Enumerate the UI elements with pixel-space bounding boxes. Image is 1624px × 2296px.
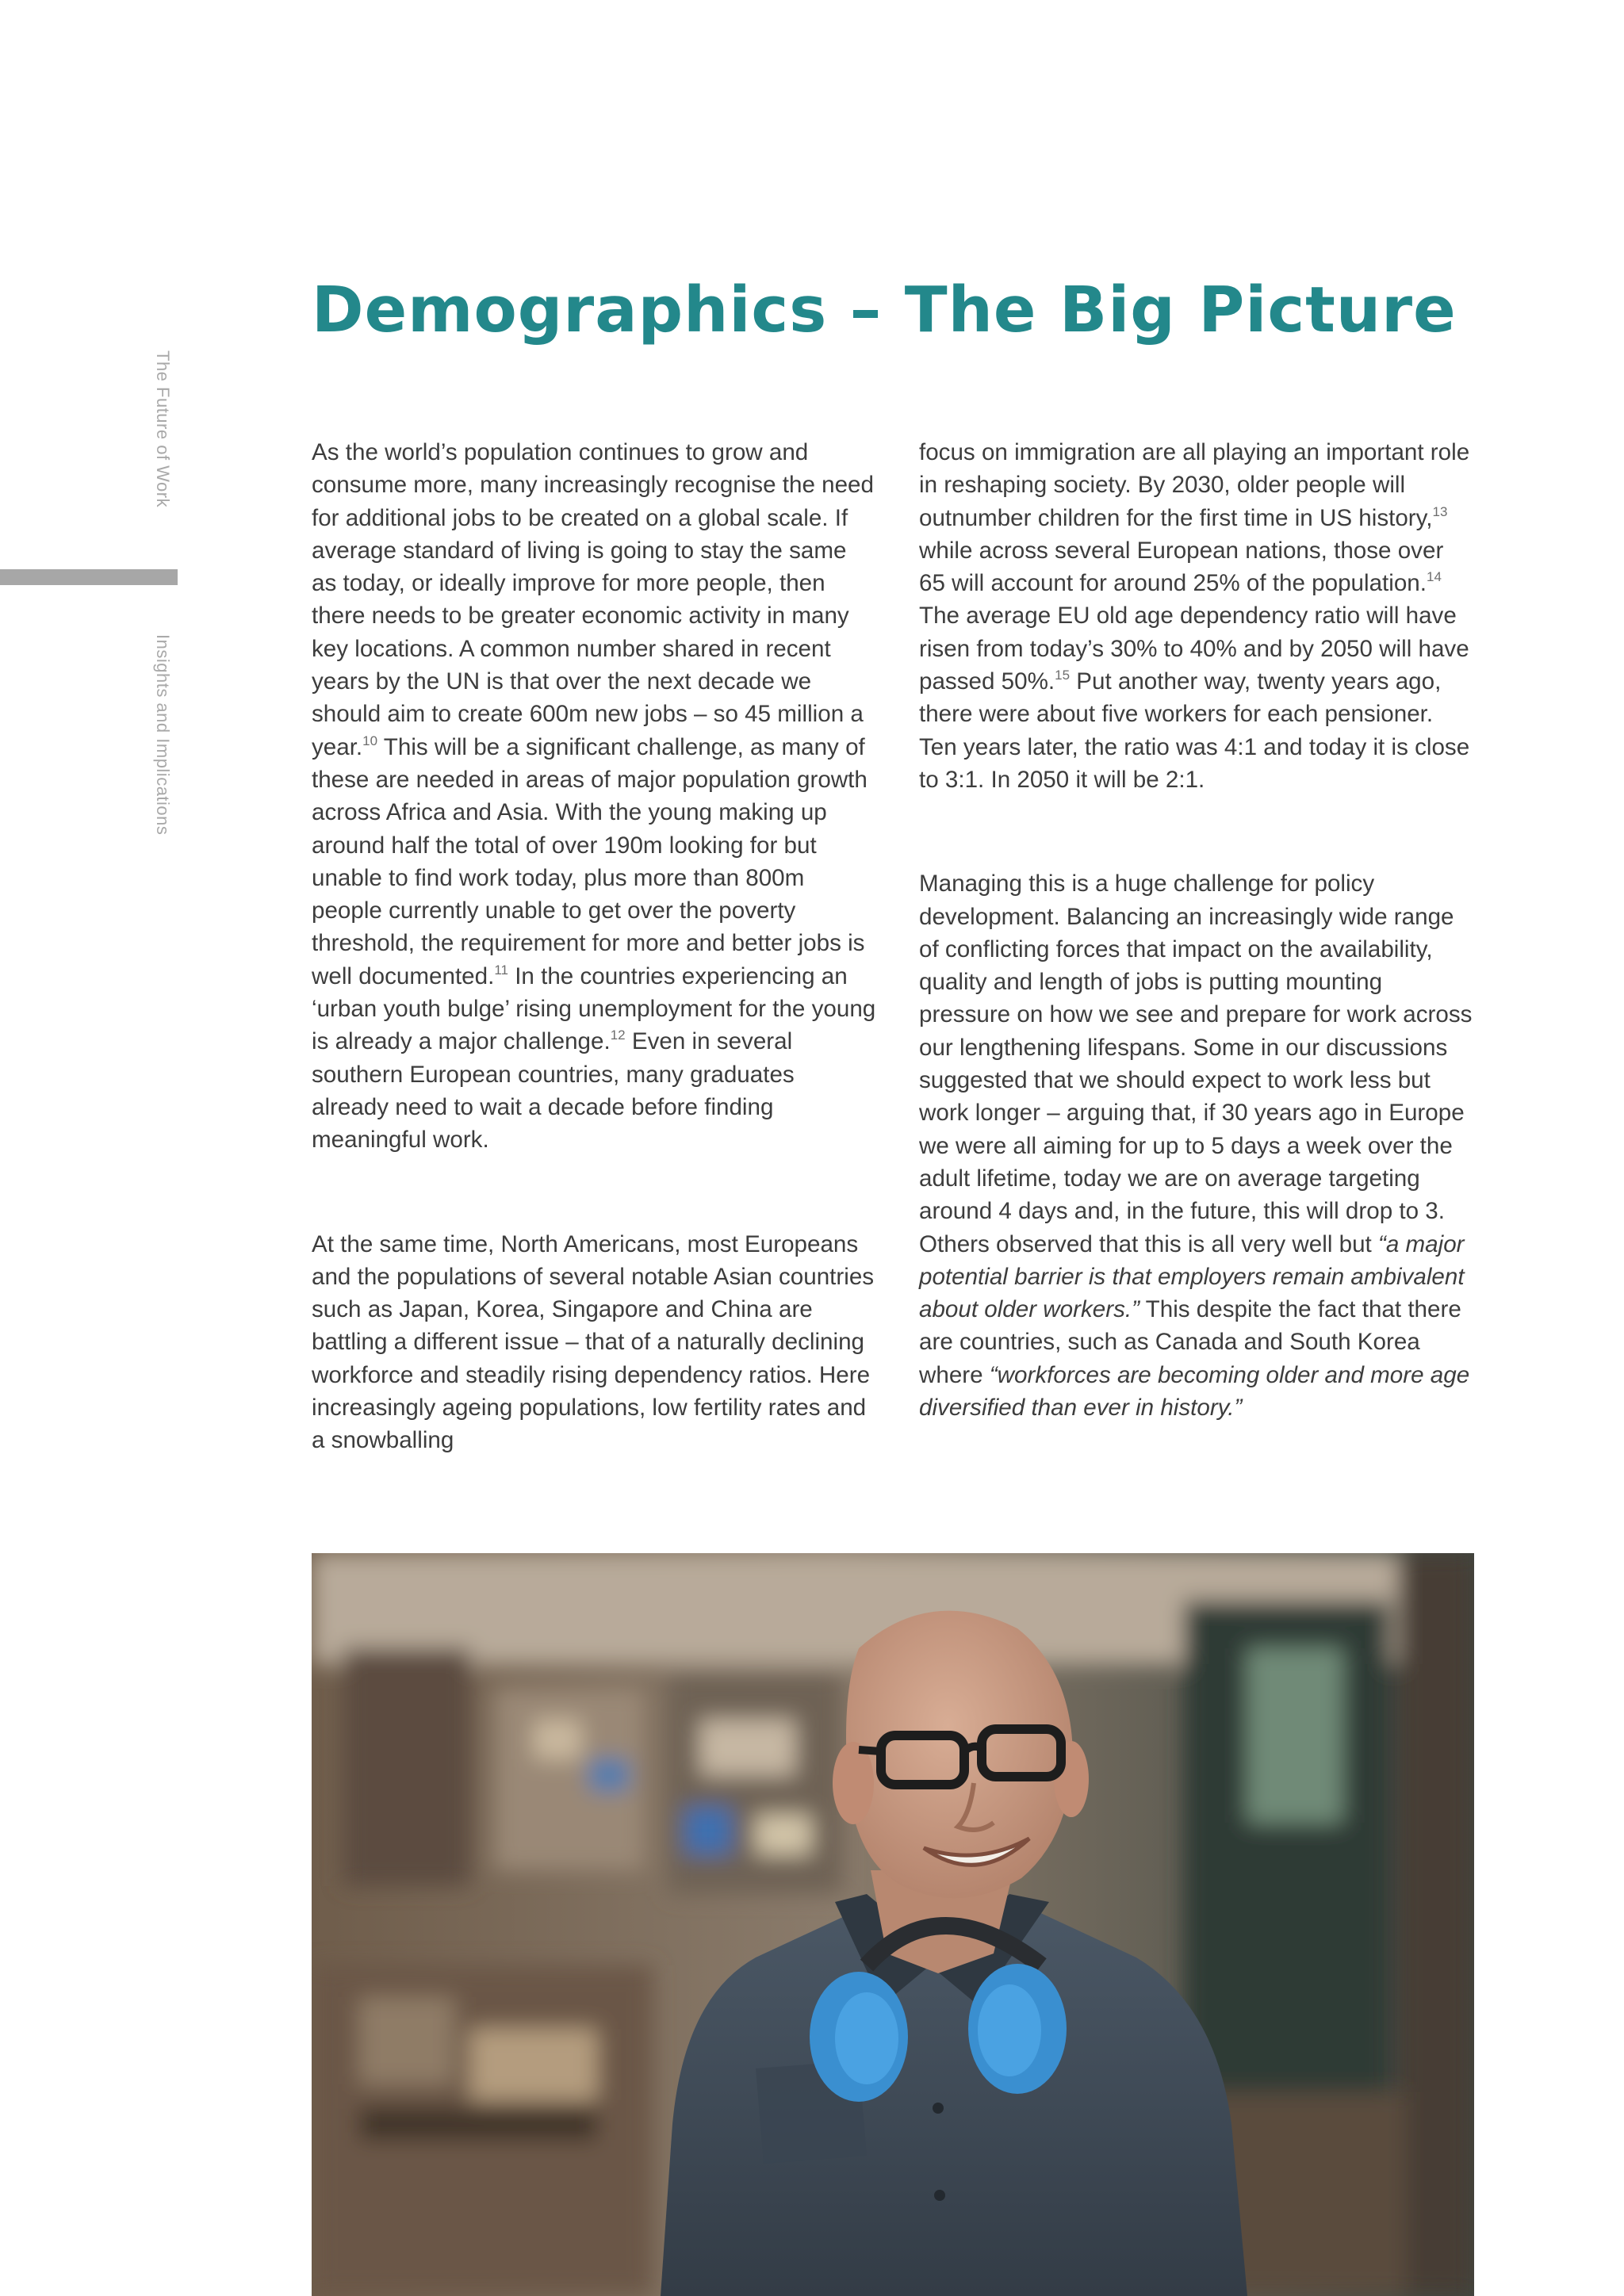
footnote-ref-10: 10: [362, 733, 378, 748]
footnote-ref-13: 13: [1432, 503, 1448, 519]
text-run: Even in several southern European countries, many graduates already need to wait a decade before finding meaningful work.: [312, 1028, 795, 1154]
right-paragraph-1: [919, 436, 1474, 796]
page-title: Demographics – The Big Picture: [312, 274, 1457, 346]
footnote-ref-11: 11: [494, 962, 508, 978]
sidebar-divider: [0, 569, 178, 585]
footnote-ref-14: 14: [1426, 569, 1442, 585]
text-run: Managing this is a huge challenge for policy development. Balancing an increasingly wide range of conflicting forces that impact on the availability, quality and length of jobs is putting mounting pressure on how we see and prepare for work across our lengthening lifespans. Some in our discussions suggested that we should expect to work less but work longer – arguing that, if 30 years ago in Europe we were all aiming for up to 5 days a week over the adult lifetime, today we are on average targeting around 4 days and, in the future, this will drop to 3. Others observed that this is all very well but: [919, 871, 1473, 1257]
right-text-column: [919, 436, 1474, 1424]
left-text-column: [312, 436, 876, 1457]
right-paragraph-2: [919, 867, 1474, 1424]
footnote-ref-12: 12: [610, 1027, 626, 1043]
photo-illustration: [312, 1553, 1474, 2296]
running-header-subtitle: Insights and Implications: [153, 634, 173, 836]
left-paragraph-2: At the same time, North Americans, most Europeans and the populations of several notable Asian countries such as Japan, Korea, Singapore and China are battling a different issue – that of a naturally declining workforce and steadily rising dependency ratios. Here increasingly ageing populations, low fertility rates and a snowballing: [312, 1230, 875, 1454]
text-run: focus on immigration are all playing an important role in reshaping society. By 2030, older people will outnumber children for the first time in US history,: [919, 439, 1470, 531]
left-paragraph-1: [312, 436, 876, 1157]
quote-workforces: “workforces are becoming older and more age diversified than ever in history.”: [919, 1361, 1470, 1422]
text-run: This despite the fact that there are countries, such as Canada and South Korea where: [919, 1296, 1461, 1388]
footnote-ref-15: 15: [1055, 668, 1071, 683]
text-run: As the world’s population continues to grow and consume more, many increasingly recognise the need for additional jobs to be created on a global scale. If average standard of living is going to stay the same as today, or ideally improve for more people, then there needs to be greater economic activity in many key locations. A common number shared in recent years by the UN is that over the next decade we should aim to create 600m new jobs – so 45 million a year.: [312, 439, 874, 760]
running-header-title: The Future of Work: [153, 350, 173, 508]
text-run: In the countries experiencing an ‘urban youth bulge’ rising unemployment for the young is already a major challenge.: [312, 962, 876, 1055]
text-run: while across several European nations, those over 65 will account for around 25% of the population.: [919, 537, 1444, 597]
photo-older-worker: [312, 1553, 1474, 2296]
quote-employers: “a major potential barrier is that employers remain ambivalent about older workers.”: [919, 1230, 1465, 1323]
text-run: Put another way, twenty years ago, there were about five workers for each pensioner. Ten years later, the ratio was 4:1 and today it is close to 3:1. In 2050 it will be 2:1.: [919, 668, 1470, 793]
text-run: The average EU old age dependency ratio will have risen from today’s 30% to 40% and by 2050 will have passed 50%.: [919, 603, 1469, 695]
text-run: This will be a significant challenge, as many of these are needed in areas of major population growth across Africa and Asia. With the young making up around half the total of over 190m looking for but unable to find work today, plus more than 800m people currently unable to get over the poverty threshold, the requirement for more and better jobs is well documented.: [312, 733, 868, 989]
